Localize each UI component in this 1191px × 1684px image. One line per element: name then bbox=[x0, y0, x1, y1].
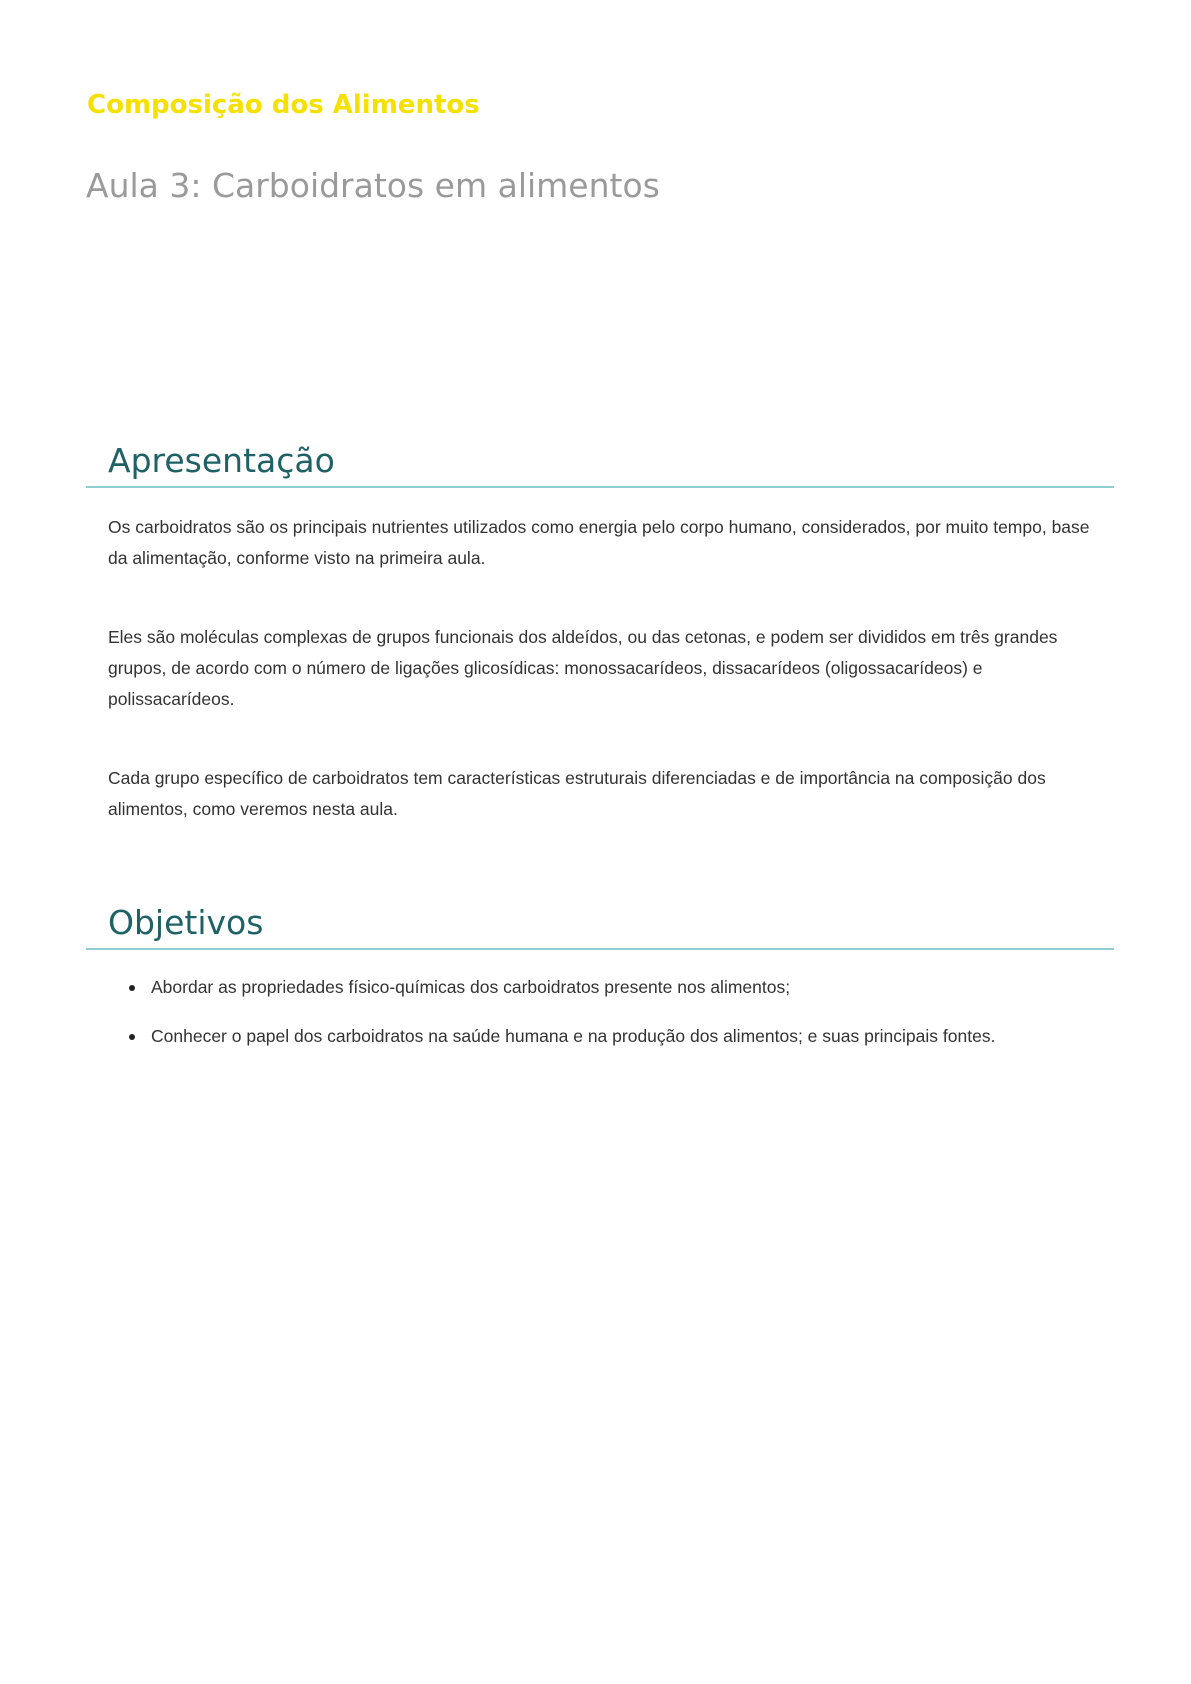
course-title: Composição dos Alimentos bbox=[87, 90, 480, 120]
presentation-paragraph: Eles são moléculas complexas de grupos funcionais dos aldeídos, ou das cetonas, e podem ser divididos em três grandes grupos, de acordo com o número de ligações glicosídicas: monossacarídeos, dissacarídeos (oligossacarídeos) e polissacarídeos. bbox=[108, 627, 1058, 709]
presentation-divider bbox=[86, 486, 1114, 488]
presentation-heading: Apresentação bbox=[108, 441, 335, 480]
presentation-section bbox=[86, 436, 1114, 825]
list-item bbox=[129, 1021, 1114, 1052]
objectives-divider bbox=[86, 948, 1114, 950]
bullet-icon bbox=[129, 1034, 135, 1040]
objectives-list bbox=[86, 972, 1114, 1052]
presentation-paragraph: Cada grupo específico de carboidratos tem características estruturais diferenciadas e de importância na composição dos alimentos, como veremos nesta aula. bbox=[108, 768, 1046, 819]
presentation-paragraph: Os carboidratos são os principais nutrientes utilizados como energia pelo corpo humano, considerados, por muito tempo, base da alimentação, conforme visto na primeira aula. bbox=[108, 517, 1090, 568]
objective-text: Abordar as propriedades físico-químicas dos carboidratos presente nos alimentos; bbox=[151, 977, 791, 997]
lesson-title: Aula 3: Carboidratos em alimentos bbox=[86, 166, 660, 205]
list-item bbox=[129, 972, 1114, 1003]
objectives-section bbox=[86, 898, 1114, 1052]
objectives-heading: Objetivos bbox=[108, 903, 264, 942]
objective-text: Conhecer o papel dos carboidratos na saúde humana e na produção dos alimentos; e suas principais fontes. bbox=[151, 1026, 996, 1046]
bullet-icon bbox=[129, 985, 135, 991]
